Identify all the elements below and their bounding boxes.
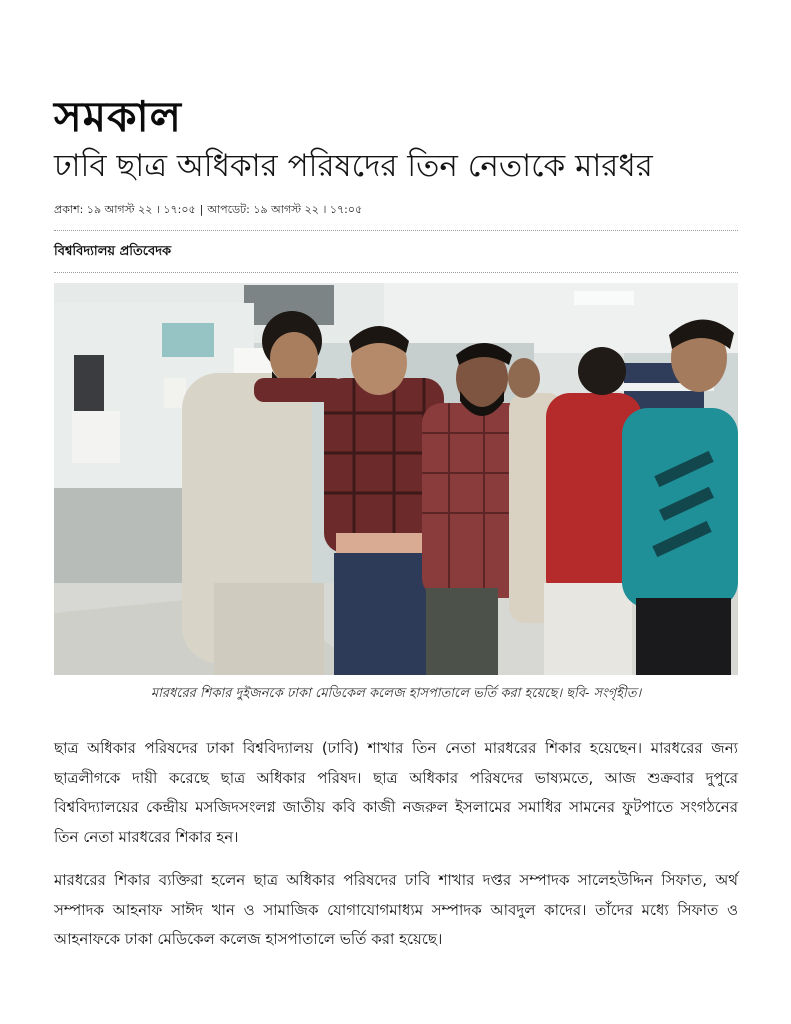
divider-top (54, 230, 738, 231)
article-paragraph: ছাত্র অধিকার পরিষদের ঢাকা বিশ্ববিদ্যালয় (ঢাবি) শাখার তিন নেতা মারধরের শিকার হয়েছেন। মারধরের জন্য ছাত্রলীগকে দায়ী করেছে ছাত্র অধিকার পরিষদ। ছাত্র অধিকার পরিষদের ভাষ্যমতে, আজ শুক্রবার দুপুরে বিশ্ববিদ্যালয়ের কেন্দ্রীয় মসজিদসংলগ্ন জাতীয় কবি কাজী নজরুল ইসলামের সমাধির সামনের ফুটপাতে সংগঠনের তিন নেতা মারধরের শিকার হন। (54, 739, 738, 846)
published-timestamp: প্রকাশ: ১৯ আগস্ট ২২ । ১৭:০৫ (54, 203, 196, 216)
article-headline: ঢাবি ছাত্র অধিকার পরিষদের তিন নেতাকে মারধর (54, 148, 653, 184)
article-byline: বিশ্ববিদ্যালয় প্রতিবেদক (54, 244, 172, 259)
article-paragraph: মারধরের শিকার ব্যক্তিরা হলেন ছাত্র অধিকার পরিষদের ঢাবি শাখার দপ্তর সম্পাদক সালেহউদ্দিন সিফাত, অর্থ সম্পাদক আহনাফ সাঈদ খান ও সামাজিক যোগাযোগমাধ্যম সম্পাদক আবদুল কাদের। তাঁদের মধ্যে সিফাত ও আহনাফকে ঢাকা মেডিকেল কলেজ হাসপাতালে ভর্তি করা হয়েছে। (54, 871, 738, 948)
divider-bottom (54, 272, 738, 273)
article-meta (54, 202, 362, 218)
meta-divider: | (199, 203, 204, 216)
samakal-logo[interactable]: সমকাল (54, 92, 182, 141)
article-photo (54, 283, 738, 675)
updated-timestamp: আপডেট: ১৯ আগস্ট ২২ । ১৭:০৫ (207, 203, 363, 216)
photo-caption: মারধরের শিকার দুইজনকে ঢাকা মেডিকেল কলেজ হাসপাতালে ভর্তি করা হয়েছে। ছবি- সংগৃহীত। (150, 686, 642, 701)
hospital-corridor-photo (54, 283, 738, 675)
